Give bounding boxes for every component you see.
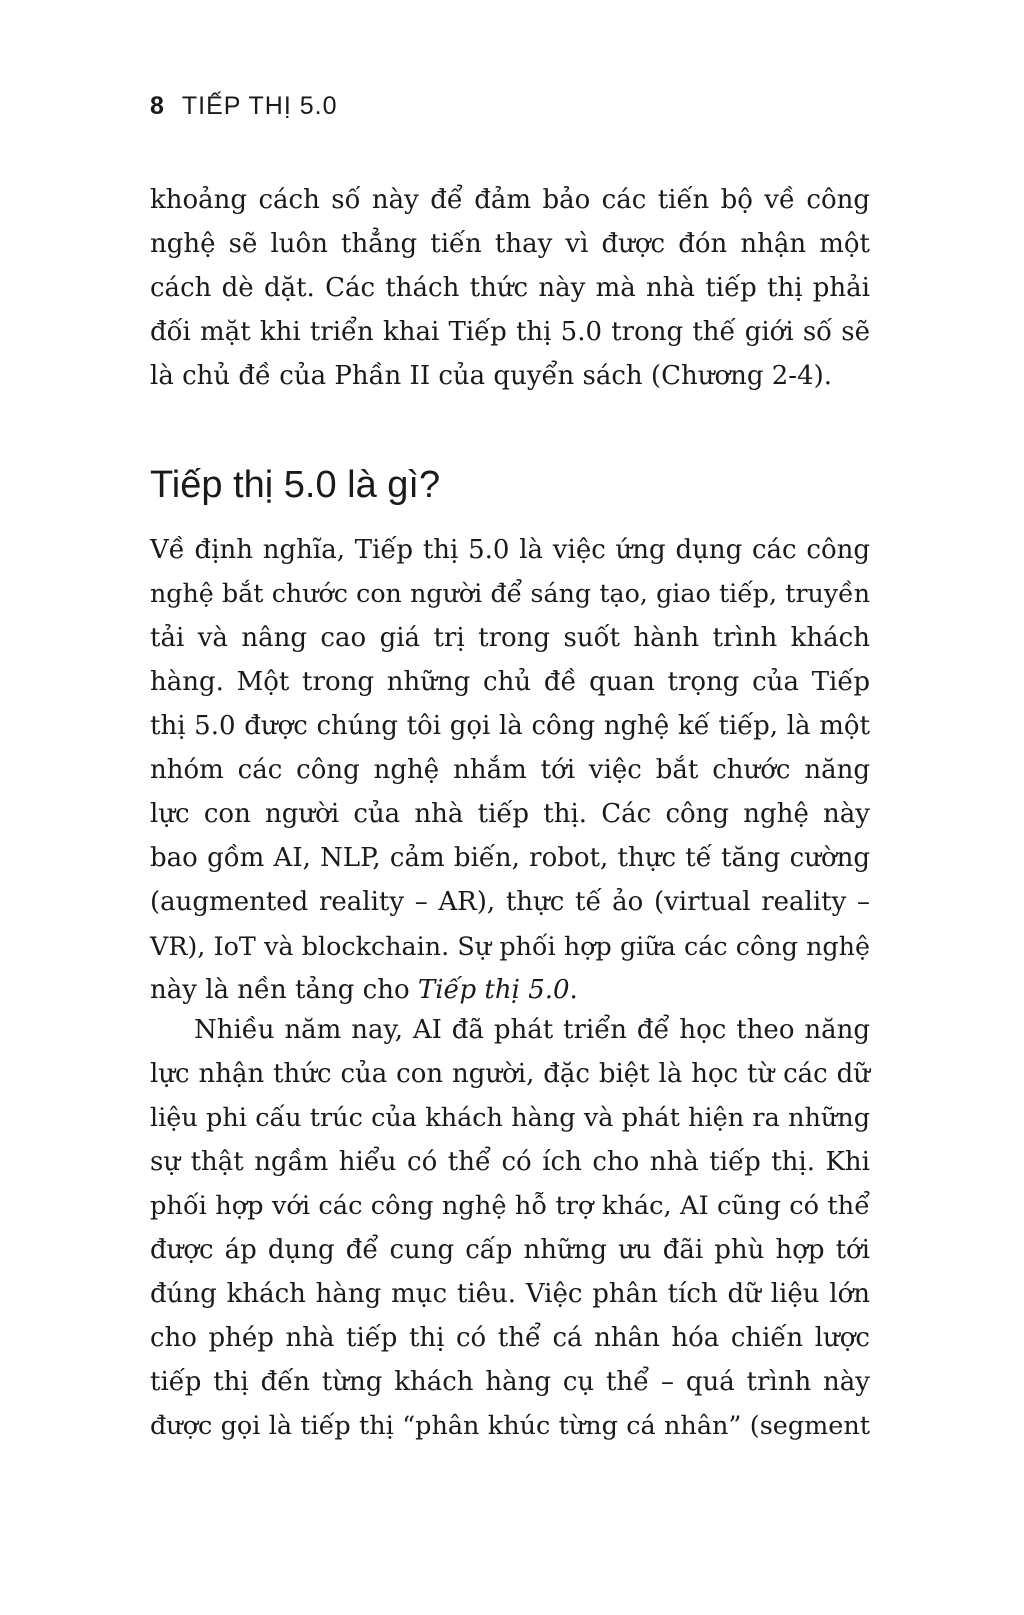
text-line: lực nhận thức của con người, đặc biệt là học từ các dữ bbox=[150, 1059, 870, 1089]
paragraph-definition bbox=[150, 528, 870, 1012]
text-line: cho phép nhà tiếp thị có thể cá nhân hóa chiến lược bbox=[150, 1323, 870, 1353]
text-line: liệu phi cấu trúc của khách hàng và phát hiện ra những bbox=[150, 1103, 870, 1133]
text-line: phối hợp với các công nghệ hỗ trợ khác, AI cũng có thể bbox=[150, 1191, 870, 1221]
text-run: này là nền tảng cho bbox=[150, 975, 418, 1005]
text-line: nghệ sẽ luôn thẳng tiến thay vì được đón nhận một bbox=[150, 229, 870, 259]
text-line: bao gồm AI, NLP, cảm biến, robot, thực tế tăng cường bbox=[150, 843, 870, 873]
paragraph-ai bbox=[150, 1008, 870, 1448]
text-line: tải và nâng cao giá trị trong suốt hành trình khách bbox=[150, 623, 870, 653]
text-line: đúng khách hàng mục tiêu. Việc phân tích dữ liệu lớn bbox=[150, 1279, 870, 1309]
paragraph-continued bbox=[150, 178, 870, 398]
text-run: . bbox=[569, 975, 578, 1005]
text-line: nghệ bắt chước con người để sáng tạo, giao tiếp, truyền bbox=[150, 579, 870, 608]
running-header bbox=[150, 88, 338, 124]
text-line: đối mặt khi triển khai Tiếp thị 5.0 trong thế giới số sẽ bbox=[150, 317, 870, 347]
text-line bbox=[150, 968, 870, 1012]
text-line: nhóm các công nghệ nhắm tới việc bắt chước năng bbox=[150, 755, 870, 785]
italic-book-title: Tiếp thị 5.0 bbox=[417, 975, 570, 1005]
text-line: thị 5.0 được chúng tôi gọi là công nghệ kế tiếp, là một bbox=[150, 711, 870, 741]
text-line: (augmented reality – AR), thực tế ảo (virtual reality – bbox=[150, 887, 870, 917]
text-line: khoảng cách số này để đảm bảo các tiến bộ về công bbox=[150, 185, 870, 215]
text-line: Nhiều năm nay, AI đã phát triển để học theo năng bbox=[194, 1015, 870, 1045]
text-line: sự thật ngầm hiểu có thể có ích cho nhà tiếp thị. Khi bbox=[150, 1147, 870, 1177]
text-line: cách dè dặt. Các thách thức này mà nhà tiếp thị phải bbox=[150, 273, 870, 303]
text-line: Về định nghĩa, Tiếp thị 5.0 là việc ứng dụng các công bbox=[150, 535, 870, 565]
page-number: 8 bbox=[150, 92, 164, 120]
text-line: được gọi là tiếp thị “phân khúc từng cá nhân” (segment bbox=[150, 1411, 870, 1441]
book-title: TIẾP THỊ 5.0 bbox=[181, 92, 338, 120]
text-line: tiếp thị đến từng khách hàng cụ thể – quá trình này bbox=[150, 1367, 870, 1397]
text-line: được áp dụng để cung cấp những ưu đãi phù hợp tới bbox=[150, 1235, 870, 1265]
section-heading: Tiếp thị 5.0 là gì? bbox=[150, 464, 441, 506]
text-line: hàng. Một trong những chủ đề quan trọng của Tiếp bbox=[150, 667, 870, 697]
text-line: VR), IoT và blockchain. Sự phối hợp giữa các công nghệ bbox=[150, 931, 870, 961]
text-line: lực con người của nhà tiếp thị. Các công nghệ này bbox=[150, 799, 870, 829]
text-line: là chủ đề của Phần II của quyển sách (Chương 2-4). bbox=[150, 361, 833, 391]
